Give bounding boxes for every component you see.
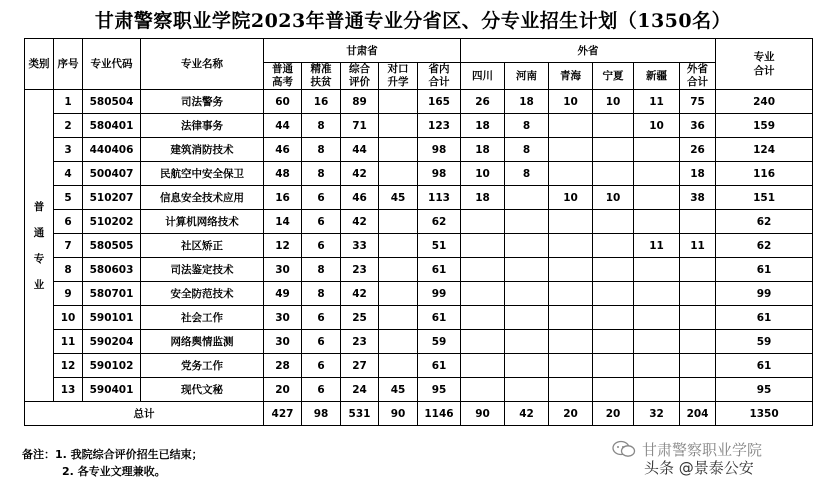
cell-ws — [680, 306, 716, 330]
cell-gk: 44 — [264, 114, 302, 138]
cell-code: 510207 — [83, 186, 141, 210]
table-row — [25, 138, 813, 162]
cell-ws: 18 — [680, 162, 716, 186]
totals-label: 总计 — [25, 402, 264, 426]
table-row — [25, 354, 813, 378]
cell-name: 现代文秘 — [141, 378, 264, 402]
enrollment-plan-table — [24, 38, 813, 426]
note-line-2: 2. 各专业文理兼收。 — [62, 465, 166, 478]
cell-sc: 18 — [461, 138, 505, 162]
cell-zh: 24 — [341, 378, 379, 402]
cell-zh: 23 — [341, 330, 379, 354]
cell-dk — [379, 210, 418, 234]
header-xinjiang: 新疆 — [634, 63, 680, 90]
cell-nx: 10 — [593, 90, 634, 114]
cell-ws: 75 — [680, 90, 716, 114]
cell-name: 社会工作 — [141, 306, 264, 330]
cell-sc: 18 — [461, 114, 505, 138]
cell-xj: 11 — [634, 90, 680, 114]
cell-code: 580401 — [83, 114, 141, 138]
cell-sn: 98 — [418, 138, 461, 162]
cell-zh: 42 — [341, 210, 379, 234]
cell-qh: 10 — [549, 90, 593, 114]
cell-name: 法律事务 — [141, 114, 264, 138]
cell-zh: 42 — [341, 282, 379, 306]
cell-gk: 28 — [264, 354, 302, 378]
cell-hn — [505, 210, 549, 234]
cell-hn — [505, 378, 549, 402]
cell-seq: 7 — [54, 234, 83, 258]
cell-sc — [461, 282, 505, 306]
cell-ws: 38 — [680, 186, 716, 210]
cell-nx — [593, 138, 634, 162]
cell-ws — [680, 354, 716, 378]
cell-sc — [461, 258, 505, 282]
cell-gk: 30 — [264, 258, 302, 282]
category-char: 通 — [33, 226, 45, 239]
cell-code: 580504 — [83, 90, 141, 114]
cell-sn: 62 — [418, 210, 461, 234]
cell-fp: 6 — [302, 378, 341, 402]
watermark-account: 甘肃警察职业学院 — [642, 441, 763, 459]
total-sn: 1146 — [418, 402, 461, 426]
cell-nx — [593, 210, 634, 234]
cell-sc — [461, 306, 505, 330]
cell-qh — [549, 234, 593, 258]
cell-nx: 10 — [593, 186, 634, 210]
cell-hn: 8 — [505, 114, 549, 138]
cell-dk — [379, 234, 418, 258]
total-sc: 90 — [461, 402, 505, 426]
cell-zh: 42 — [341, 162, 379, 186]
cell-seq: 11 — [54, 330, 83, 354]
cell-total: 95 — [716, 378, 813, 402]
cell-total: 240 — [716, 90, 813, 114]
cell-seq: 2 — [54, 114, 83, 138]
cell-ws: 36 — [680, 114, 716, 138]
cell-code: 580701 — [83, 282, 141, 306]
total-ws: 204 — [680, 402, 716, 426]
cell-qh — [549, 114, 593, 138]
cell-hn — [505, 234, 549, 258]
cell-gk: 20 — [264, 378, 302, 402]
header-row-top — [25, 39, 813, 63]
header-fupin: 精准 扶贫 — [302, 63, 341, 90]
totals-row — [25, 402, 813, 426]
table-row — [25, 186, 813, 210]
cell-total: 61 — [716, 354, 813, 378]
header-duikou: 对口 升学 — [379, 63, 418, 90]
cell-code: 590204 — [83, 330, 141, 354]
total-dk: 90 — [379, 402, 418, 426]
cell-nx — [593, 306, 634, 330]
note-line-1: 1. 我院综合评价招生已结束； — [55, 448, 203, 461]
cell-total: 62 — [716, 234, 813, 258]
cell-gk: 12 — [264, 234, 302, 258]
cell-sn: 61 — [418, 258, 461, 282]
cell-hn — [505, 282, 549, 306]
cell-sc — [461, 354, 505, 378]
cell-dk — [379, 162, 418, 186]
cell-hn: 8 — [505, 138, 549, 162]
cell-seq: 12 — [54, 354, 83, 378]
cell-xj — [634, 138, 680, 162]
cell-code: 500407 — [83, 162, 141, 186]
cell-fp: 6 — [302, 306, 341, 330]
cell-gk: 49 — [264, 282, 302, 306]
cell-qh — [549, 282, 593, 306]
cell-dk — [379, 354, 418, 378]
watermark — [606, 437, 820, 481]
cell-sc — [461, 234, 505, 258]
cell-code: 580505 — [83, 234, 141, 258]
cell-sn: 59 — [418, 330, 461, 354]
category-char: 普 — [33, 200, 45, 213]
cell-sn: 165 — [418, 90, 461, 114]
cell-sc — [461, 210, 505, 234]
cell-xj: 11 — [634, 234, 680, 258]
cell-name: 党务工作 — [141, 354, 264, 378]
header-gansu-group: 甘肃省 — [264, 39, 461, 63]
category-cell — [25, 90, 54, 402]
cell-dk: 45 — [379, 378, 418, 402]
wechat-icon — [612, 440, 636, 458]
cell-xj — [634, 282, 680, 306]
cell-code: 440406 — [83, 138, 141, 162]
cell-total: 124 — [716, 138, 813, 162]
cell-seq: 13 — [54, 378, 83, 402]
cell-hn — [505, 258, 549, 282]
cell-gk: 16 — [264, 186, 302, 210]
cell-nx — [593, 162, 634, 186]
cell-sn: 99 — [418, 282, 461, 306]
cell-sc: 26 — [461, 90, 505, 114]
cell-seq: 6 — [54, 210, 83, 234]
cell-total: 151 — [716, 186, 813, 210]
cell-nx — [593, 354, 634, 378]
cell-nx — [593, 234, 634, 258]
header-sichuan: 四川 — [461, 63, 505, 90]
cell-ws — [680, 282, 716, 306]
header-shengnei: 省内 合计 — [418, 63, 461, 90]
cell-total: 99 — [716, 282, 813, 306]
cell-hn — [505, 306, 549, 330]
cell-xj — [634, 162, 680, 186]
cell-fp: 6 — [302, 186, 341, 210]
cell-fp: 8 — [302, 282, 341, 306]
cell-xj — [634, 258, 680, 282]
total-hn: 42 — [505, 402, 549, 426]
header-total: 专业 合计 — [716, 39, 813, 90]
cell-sn: 113 — [418, 186, 461, 210]
cell-qh — [549, 354, 593, 378]
cell-seq: 9 — [54, 282, 83, 306]
cell-fp: 6 — [302, 330, 341, 354]
cell-ws — [680, 210, 716, 234]
cell-name: 网络舆情监测 — [141, 330, 264, 354]
cell-qh — [549, 378, 593, 402]
cell-qh: 10 — [549, 186, 593, 210]
cell-hn — [505, 354, 549, 378]
cell-code: 580603 — [83, 258, 141, 282]
cell-name: 社区矫正 — [141, 234, 264, 258]
total-nx: 20 — [593, 402, 634, 426]
cell-fp: 6 — [302, 234, 341, 258]
cell-xj — [634, 186, 680, 210]
cell-sc — [461, 378, 505, 402]
cell-name: 司法警务 — [141, 90, 264, 114]
cell-qh — [549, 330, 593, 354]
cell-total: 62 — [716, 210, 813, 234]
watermark-source: 头条 @景泰公安 — [644, 459, 754, 477]
cell-name: 安全防范技术 — [141, 282, 264, 306]
cell-total: 61 — [716, 306, 813, 330]
cell-name: 计算机网络技术 — [141, 210, 264, 234]
cell-gk: 48 — [264, 162, 302, 186]
cell-seq: 5 — [54, 186, 83, 210]
cell-xj — [634, 210, 680, 234]
cell-hn: 8 — [505, 162, 549, 186]
total-xj: 32 — [634, 402, 680, 426]
cell-fp: 8 — [302, 138, 341, 162]
cell-qh — [549, 138, 593, 162]
cell-total: 116 — [716, 162, 813, 186]
cell-seq: 4 — [54, 162, 83, 186]
cell-xj — [634, 378, 680, 402]
cell-zh: 27 — [341, 354, 379, 378]
header-waisheng: 外省 合计 — [680, 63, 716, 90]
cell-ws — [680, 378, 716, 402]
cell-zh: 89 — [341, 90, 379, 114]
cell-name: 建筑消防技术 — [141, 138, 264, 162]
cell-seq: 3 — [54, 138, 83, 162]
cell-xj: 10 — [634, 114, 680, 138]
cell-qh — [549, 162, 593, 186]
cell-code: 590101 — [83, 306, 141, 330]
cell-dk — [379, 306, 418, 330]
table-row — [25, 306, 813, 330]
cell-zh: 71 — [341, 114, 379, 138]
table-row — [25, 330, 813, 354]
cell-code: 590401 — [83, 378, 141, 402]
cell-ws: 11 — [680, 234, 716, 258]
table-row — [25, 90, 813, 114]
cell-sn: 61 — [418, 354, 461, 378]
cell-dk — [379, 282, 418, 306]
table-row — [25, 282, 813, 306]
header-name: 专业名称 — [141, 39, 264, 90]
cell-dk: 45 — [379, 186, 418, 210]
cell-fp: 8 — [302, 114, 341, 138]
cell-zh: 44 — [341, 138, 379, 162]
cell-total: 159 — [716, 114, 813, 138]
cell-qh — [549, 258, 593, 282]
cell-seq: 8 — [54, 258, 83, 282]
total-gk: 427 — [264, 402, 302, 426]
cell-nx — [593, 378, 634, 402]
cell-fp: 8 — [302, 258, 341, 282]
cell-xj — [634, 354, 680, 378]
cell-name: 信息安全技术应用 — [141, 186, 264, 210]
header-qinghai: 青海 — [549, 63, 593, 90]
cell-sc: 10 — [461, 162, 505, 186]
header-henan: 河南 — [505, 63, 549, 90]
cell-fp: 8 — [302, 162, 341, 186]
cell-nx — [593, 114, 634, 138]
cell-fp: 6 — [302, 210, 341, 234]
cell-sn: 123 — [418, 114, 461, 138]
total-fp: 98 — [302, 402, 341, 426]
cell-qh — [549, 306, 593, 330]
cell-sn: 98 — [418, 162, 461, 186]
total-qh: 20 — [549, 402, 593, 426]
cell-dk — [379, 138, 418, 162]
cell-sc — [461, 330, 505, 354]
cell-fp: 6 — [302, 354, 341, 378]
cell-sn: 51 — [418, 234, 461, 258]
cell-zh: 46 — [341, 186, 379, 210]
table-row — [25, 114, 813, 138]
cell-xj — [634, 306, 680, 330]
page-title: 甘肃警察职业学院2023年普通专业分省区、分专业招生计划（1350名） — [94, 10, 732, 32]
cell-dk — [379, 114, 418, 138]
cell-nx — [593, 330, 634, 354]
cell-gk: 60 — [264, 90, 302, 114]
table-row — [25, 378, 813, 402]
cell-code: 590102 — [83, 354, 141, 378]
cell-dk — [379, 330, 418, 354]
header-code: 专业代码 — [83, 39, 141, 90]
category-char: 专 — [33, 252, 45, 265]
table-row — [25, 210, 813, 234]
cell-dk — [379, 90, 418, 114]
cell-code: 510202 — [83, 210, 141, 234]
cell-sn: 95 — [418, 378, 461, 402]
header-seq: 序号 — [54, 39, 83, 90]
cell-zh: 33 — [341, 234, 379, 258]
cell-sc: 18 — [461, 186, 505, 210]
cell-seq: 10 — [54, 306, 83, 330]
total-zh: 531 — [341, 402, 379, 426]
cell-fp: 16 — [302, 90, 341, 114]
notes-label: 备注： — [22, 448, 55, 461]
cell-nx — [593, 258, 634, 282]
cell-xj — [634, 330, 680, 354]
cell-gk: 14 — [264, 210, 302, 234]
header-zonghe: 综合 评价 — [341, 63, 379, 90]
cell-qh — [549, 210, 593, 234]
notes — [22, 446, 203, 480]
table-row — [25, 258, 813, 282]
cell-nx — [593, 282, 634, 306]
cell-sn: 61 — [418, 306, 461, 330]
table-row — [25, 162, 813, 186]
cell-ws — [680, 330, 716, 354]
header-category: 类别 — [25, 39, 54, 90]
cell-gk: 30 — [264, 330, 302, 354]
cell-gk: 30 — [264, 306, 302, 330]
cell-zh: 23 — [341, 258, 379, 282]
cell-hn — [505, 330, 549, 354]
cell-ws — [680, 258, 716, 282]
cell-name: 民航空中安全保卫 — [141, 162, 264, 186]
header-other-group: 外省 — [461, 39, 716, 63]
header-ningxia: 宁夏 — [593, 63, 634, 90]
total-total: 1350 — [716, 402, 813, 426]
cell-total: 61 — [716, 258, 813, 282]
cell-gk: 46 — [264, 138, 302, 162]
cell-name: 司法鉴定技术 — [141, 258, 264, 282]
cell-hn: 18 — [505, 90, 549, 114]
cell-hn — [505, 186, 549, 210]
cell-ws: 26 — [680, 138, 716, 162]
cell-zh: 25 — [341, 306, 379, 330]
category-char: 业 — [33, 278, 45, 291]
cell-seq: 1 — [54, 90, 83, 114]
table-row — [25, 234, 813, 258]
cell-total: 59 — [716, 330, 813, 354]
cell-dk — [379, 258, 418, 282]
header-gaokao: 普通 高考 — [264, 63, 302, 90]
